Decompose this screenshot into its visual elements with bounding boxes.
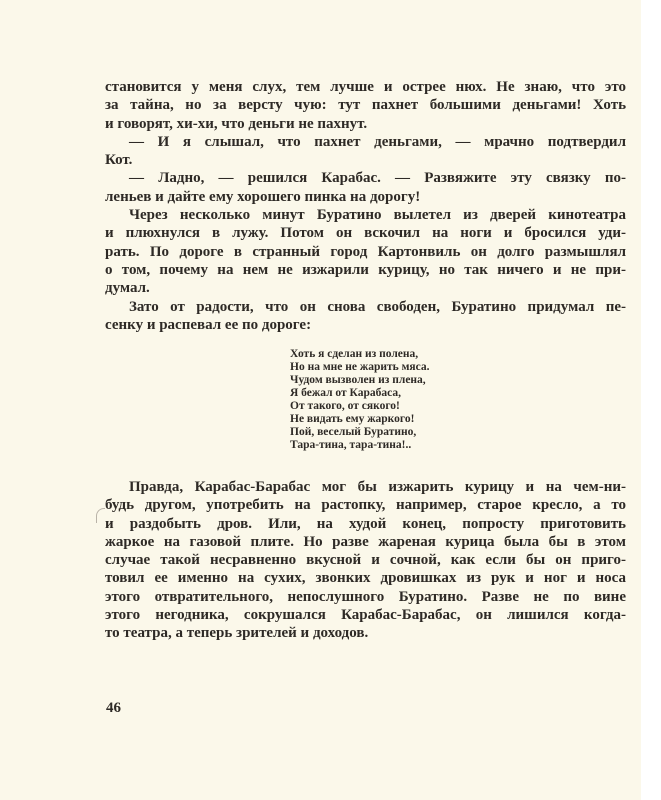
scan-edge <box>641 0 661 800</box>
page-number: 46 <box>106 700 121 716</box>
text-line: — Ладно, — решился Карабас. — Развяжите эту связку по- <box>129 170 626 187</box>
text-line: думал. <box>105 280 150 297</box>
poem-line: Пой, веселый Буратино, <box>290 426 417 438</box>
text-line: то театра, а теперь зрителей и доходов. <box>105 625 369 642</box>
text-line: этого негодника, сокрушался Карабас-Барабас, он лишился когда- <box>105 607 626 624</box>
scan-pencil-mark <box>96 508 105 523</box>
text-line: и говорят, хи-хи, что деньги не пахнут. <box>105 115 368 132</box>
poem-line: Не видать ему жаркого! <box>290 413 415 425</box>
text-line: сенку и распевал ее по дороге: <box>105 316 312 333</box>
text-line: и раздобыть дров. Или, на худой конец, попросту приготовить <box>105 515 626 532</box>
poem-line: Чудом вызволен из плена, <box>290 374 426 386</box>
text-line: Зато от радости, что он снова свободен, Буратино придумал пе- <box>129 298 626 315</box>
text-line: Через несколько минут Буратино вылетел из дверей кинотеатра <box>129 207 626 224</box>
text-line: жаркое на газовой плите. Но разве жареная курица была бы в этом <box>105 533 626 550</box>
text-line: становится у меня слух, тем лучше и острее нюх. Не знаю, что это <box>105 79 626 95</box>
poem-line: Но на мне не жарить мяса. <box>290 361 430 373</box>
text-line: и плюхнулся в лужу. Потом он вскочил на ноги и бросился уди- <box>105 225 626 242</box>
text-block-bottom <box>105 478 626 643</box>
text-line: Правда, Карабас-Барабас мог бы изжарить курицу и на чем-ни- <box>129 479 626 495</box>
text-line: за тайна, но за версту чую: тут пахнет большими деньгами! Хоть <box>105 97 626 114</box>
poem-line: Тара-тина, тара-тина!.. <box>290 439 412 451</box>
text-line: о том, почему на нем не изжарили курицу, но так ничего и не при- <box>105 261 626 278</box>
poem <box>290 348 430 452</box>
poem-line: Хоть я сделан из полена, <box>290 348 419 360</box>
poem-line: Я бежал от Карабаса, <box>290 387 401 399</box>
poem-line: От такого, от сякого! <box>290 400 400 412</box>
text-line: леньев и дайте ему хорошего пинка на дорогу! <box>105 188 421 205</box>
text-line: товил ее именно на сухих, звонких дровишках из рук и ног и носа <box>105 570 626 587</box>
text-line: рать. По дороге в странный город Картонвиль он долго размышлял <box>105 243 626 260</box>
text-line: будь другом, употребить на растопку, например, старое кресло, а то <box>105 497 626 514</box>
text-block-top <box>105 78 626 334</box>
text-line: этого отвратительного, непослушного Буратино. Разве не по вине <box>105 588 626 605</box>
text-line: случае такой несравненно вкусной и сочной, как если бы он приго- <box>105 552 626 569</box>
text-line: — И я слышал, что пахнет деньгами, — мрачно подтвердил <box>129 133 626 150</box>
text-line: Кот. <box>105 152 133 169</box>
